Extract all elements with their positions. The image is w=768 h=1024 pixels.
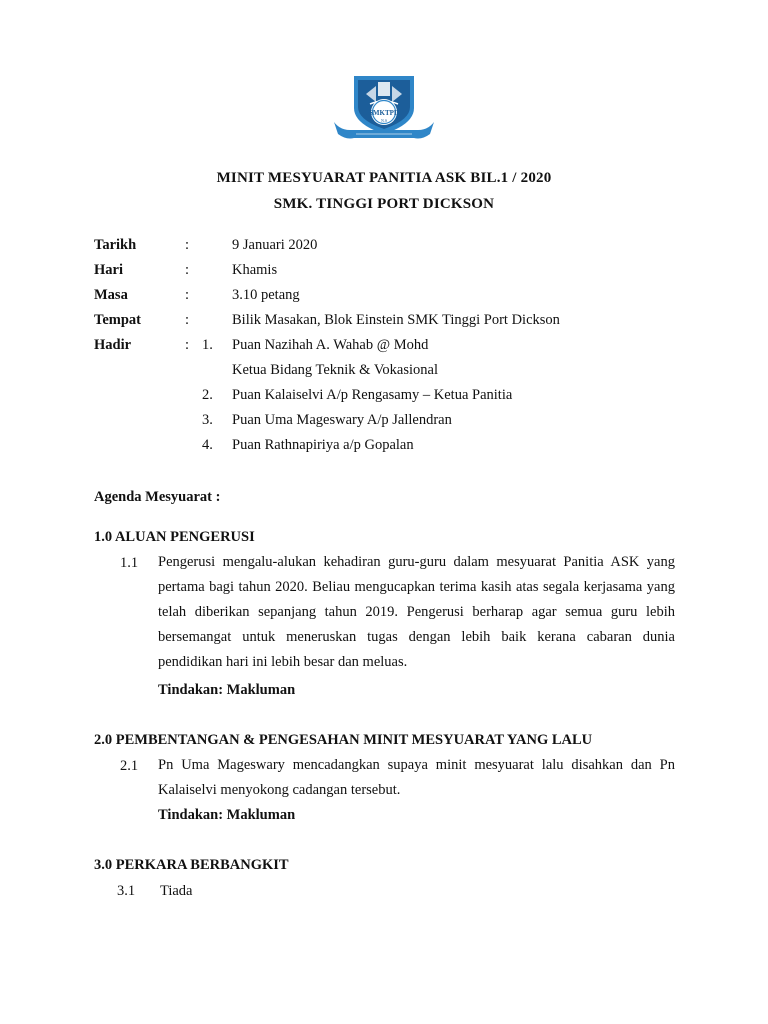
section-1-tindakan: Tindakan: Makluman	[158, 682, 296, 698]
attendee-name: Puan Nazihah A. Wahab @ Mohd	[232, 337, 429, 353]
info-row-tempat	[94, 312, 694, 332]
hari-value: Khamis	[232, 262, 278, 278]
hari-label: Hari	[94, 262, 123, 278]
document-title: MINIT MESYUARAT PANITIA ASK BIL.1 / 2020	[216, 170, 552, 186]
attendee-name: Puan Uma Mageswary A/p Jallendran	[232, 412, 452, 428]
info-row-hadir	[94, 337, 694, 357]
attendee-row	[94, 387, 694, 407]
attendee-number: 2.	[202, 387, 213, 403]
masa-value: 3.10 petang	[232, 287, 300, 303]
attendee-name: Puan Rathnapiriya a/p Gopalan	[232, 437, 414, 453]
section-1-paragraph: Pengerusi mengalu-alukan kehadiran guru-guru dalam mesyuarat Panitia ASK yang pertama bagi tahun 2020. Beliau mengucapkan terima kasih atas segala kerjasama yang telah diberikan sepanjang tahun 2019. Pengerusi berharap agar semua guru lebih bersemangat untuk meneruskan tugas dengan lebih baik kerana cabaran dunia pendidikan hari ini lebih besar dan meluas.	[158, 554, 675, 670]
info-row-tarikh	[94, 237, 694, 257]
section-2-paragraph: Pn Uma Mageswary mencadangkan supaya minit mesyuarat lalu disahkan dan Pn Kalaiselvi menyokong cadangan tersebut.	[158, 757, 675, 798]
section-3-item-number: 3.1	[117, 883, 136, 899]
tempat-value: Bilik Masakan, Blok Einstein SMK Tinggi Port Dickson	[232, 312, 560, 328]
info-row-masa	[94, 287, 694, 307]
attendee-number: 1.	[202, 337, 213, 353]
attendee-role-row	[94, 362, 694, 382]
masa-label: Masa	[94, 287, 128, 303]
tarikh-value: 9 Januari 2020	[232, 237, 318, 253]
colon: :	[185, 287, 190, 303]
section-3-text: Tiada	[160, 883, 193, 899]
tempat-label: Tempat	[94, 312, 141, 328]
section-2-item-number: 2.1	[120, 758, 139, 774]
agenda-label: Agenda Mesyuarat :	[94, 489, 221, 505]
colon: :	[185, 312, 190, 328]
attendee-number: 3.	[202, 412, 213, 428]
section-2-tindakan: Tindakan: Makluman	[158, 807, 296, 823]
school-logo	[330, 72, 438, 142]
hadir-label: Hadir	[94, 337, 132, 353]
school-name: SMK. TINGGI PORT DICKSON	[273, 196, 495, 212]
attendee-row	[94, 412, 694, 432]
logo-text: SMKTPD	[369, 109, 399, 117]
section-2-heading: 2.0 PEMBENTANGAN & PENGESAHAN MINIT MESYUARAT YANG LALU	[94, 732, 593, 748]
attendee-role: Ketua Bidang Teknik & Vokasional	[232, 362, 438, 378]
tarikh-label: Tarikh	[94, 237, 137, 253]
logo-subtext: N.S	[380, 118, 388, 123]
colon: :	[185, 337, 190, 353]
section-3-heading: 3.0 PERKARA BERBANGKIT	[94, 857, 289, 873]
section-1-item-number: 1.1	[120, 555, 139, 571]
attendee-name: Puan Kalaiselvi A/p Rengasamy – Ketua Panitia	[232, 387, 513, 403]
colon: :	[185, 237, 190, 253]
attendee-row	[94, 437, 694, 457]
attendee-number: 4.	[202, 437, 213, 453]
colon: :	[185, 262, 190, 278]
section-1-heading: 1.0 ALUAN PENGERUSI	[94, 529, 255, 545]
info-row-hari	[94, 262, 694, 282]
